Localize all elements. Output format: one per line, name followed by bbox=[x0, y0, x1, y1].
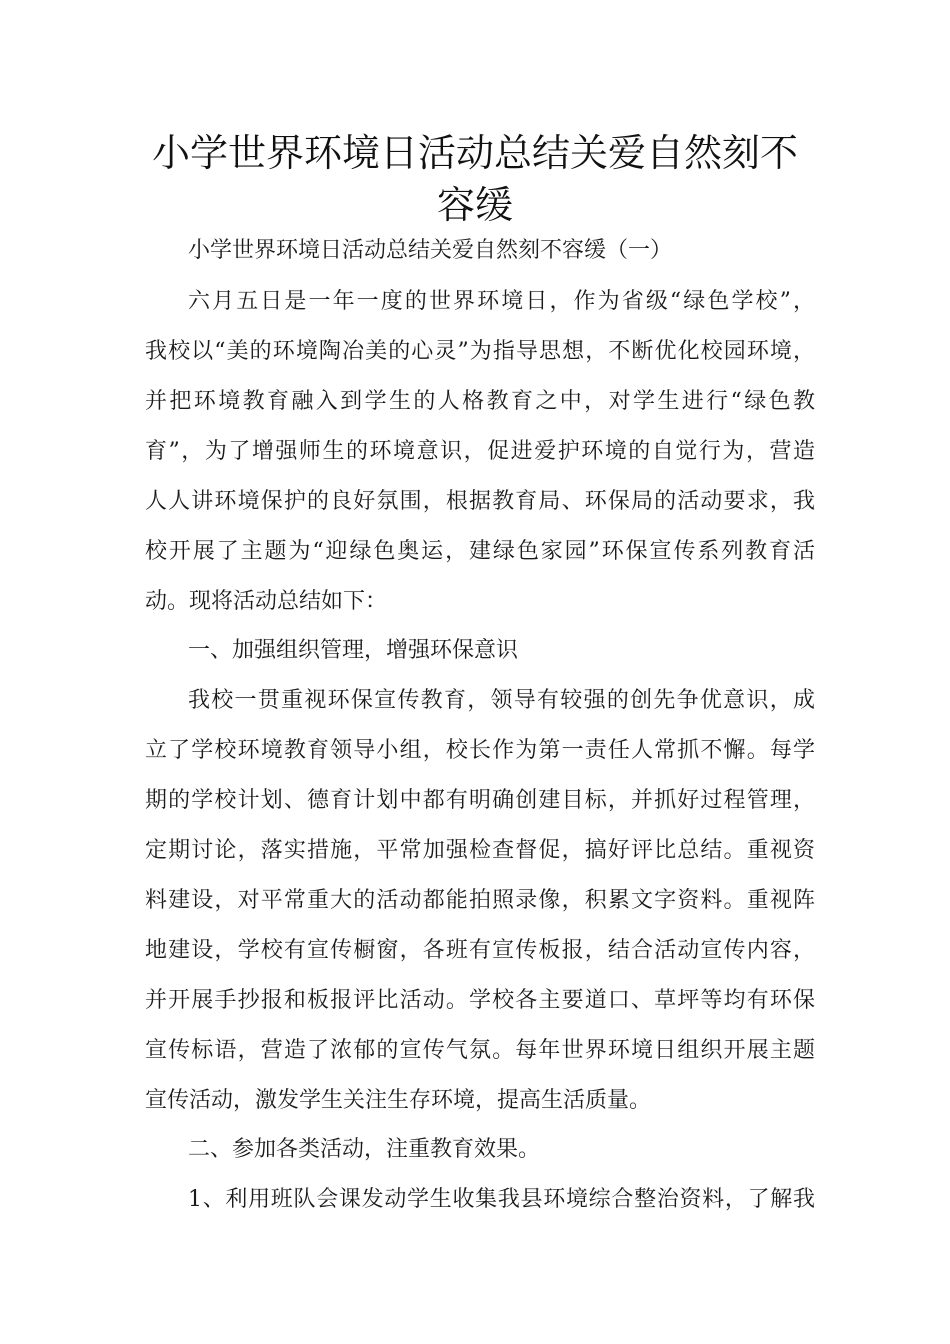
paragraph-line: 宣传活动，激发学生关注生存环境，提高生活质量。 bbox=[145, 1088, 652, 1113]
paragraph-line: 并把环境教育融入到学生的人格教育之中，对学生进行“绿色教 bbox=[145, 389, 815, 414]
paragraph-line: 人人讲环境保护的良好氛围，根据教育局、环保局的活动要求，我 bbox=[145, 489, 815, 514]
paragraph-line: 期的学校计划、德育计划中都有明确创建目标，并抓好过程管理， bbox=[145, 788, 815, 813]
paragraph-line: 立了学校环境教育领导小组，校长作为第一责任人常抓不懈。每学 bbox=[145, 738, 815, 763]
paragraph-line: 我校以“美的环境陶冶美的心灵”为指导思想，不断优化校园环境， bbox=[145, 339, 815, 364]
paragraph-line: 地建设，学校有宣传橱窗，各班有宣传板报，结合活动宣传内容， bbox=[145, 938, 815, 963]
paragraph-line: 我校一贯重视环保宣传教育，领导有较强的创先争优意识，成 bbox=[188, 688, 815, 713]
paragraph-line: 育”，为了增强师生的环境意识，促进爱护环境的自觉行为，营造 bbox=[145, 439, 815, 464]
paragraph-line: 并开展手抄报和板报评比活动。学校各主要道口、草坪等均有环保 bbox=[145, 988, 815, 1013]
paragraph-line: 宣传标语，营造了浓郁的宣传气氛。每年世界环境日组织开展主题 bbox=[145, 1038, 815, 1063]
document-title-line-2: 容缓 bbox=[436, 183, 513, 227]
section-heading-2: 二、参加各类活动，注重教育效果。 bbox=[188, 1137, 541, 1162]
paragraph-line: 1、利用班队会课发动学生收集我县环境综合整治资料，了解我 bbox=[188, 1187, 815, 1212]
paragraph-line: 校开展了主题为“迎绿色奥运，建绿色家园”环保宣传系列教育活 bbox=[145, 539, 815, 564]
paragraph-line: 料建设，对平常重大的活动都能拍照录像，积累文字资料。重视阵 bbox=[145, 888, 815, 913]
section-subtitle: 小学世界环境日活动总结关爱自然刻不容缓（一） bbox=[188, 238, 673, 263]
paragraph-line: 定期讨论，落实措施，平常加强检查督促，搞好评比总结。重视资 bbox=[145, 838, 815, 863]
document-title-line-1: 小学世界环境日活动总结关爱自然刻不 bbox=[151, 131, 798, 175]
paragraph-line: 六月五日是一年一度的世界环境日，作为省级“绿色学校”， bbox=[188, 289, 815, 314]
section-heading-1: 一、加强组织管理，增强环保意识 bbox=[188, 638, 519, 663]
paragraph-line: 动。现将活动总结如下： bbox=[145, 589, 388, 614]
